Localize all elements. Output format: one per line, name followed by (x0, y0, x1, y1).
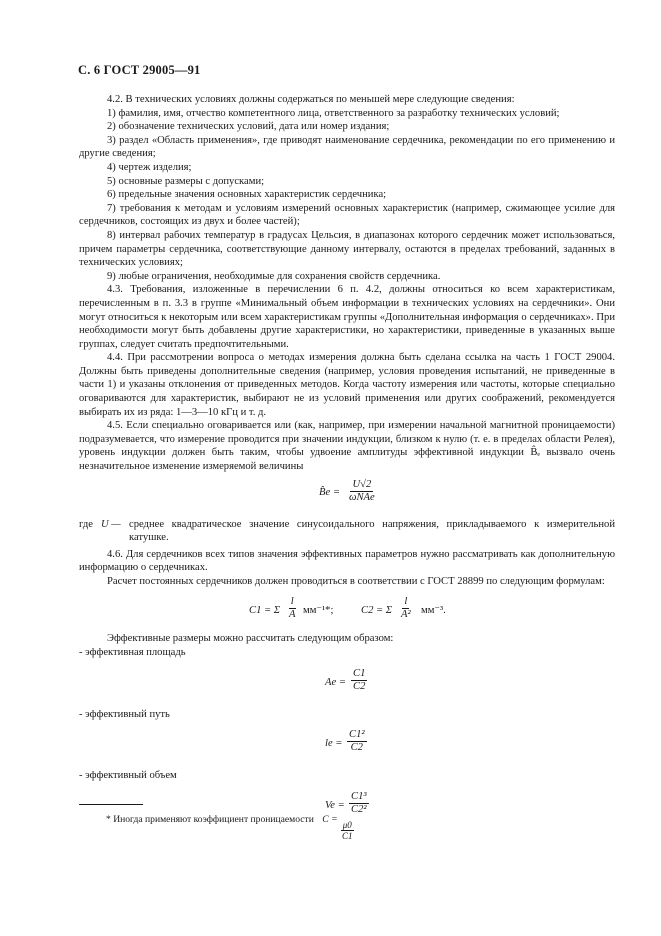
formula-c2-unit: мм⁻³. (421, 605, 446, 617)
formula-le-den: C2 (350, 742, 363, 754)
footnote-text: * Иногда применяют коэффициент проницаемости (106, 814, 314, 825)
effective-intro: Эффективные размеры можно рассчитать следующим образом: (107, 633, 394, 645)
formula-c2-den: A² (401, 609, 411, 621)
formula-c1-num: l (290, 596, 294, 608)
formula-ae-lhs: Ae = (325, 676, 346, 688)
list-item: 7) требования к методам и условиям измерений основных характеристик (например, сжимающее усилие для сердечников, состоящих из двух и более частей); (79, 202, 615, 228)
paragraph-4-4: 4.4. При рассмотрении вопроса о методах измерения должна быть сделана ссылка на часть 1 ГОСТ 29004. Должны быть приведены дополнительные сведения (например, условия проведения испытаний, не приведенные в части 1) и указаны отклонения от приведенных методов. Когда частоту измерения или частоты, которые специально оговариваются для характеристик, выбирают не из условий применения или других соображений, рекомендуется выбирать их из ряда: 1—3—10 кГц и т. д. (79, 352, 615, 418)
formula-be-den: ωNAe (349, 491, 375, 503)
formula-be-num: U√2 (352, 478, 372, 490)
formula-c1-c2 (79, 590, 615, 630)
list-item: 9) любые ограничения, необходимые для сохранения свойств сердечника. (107, 270, 441, 282)
formula-be (79, 476, 615, 516)
paragraph-4-2: 4.2. В технических условиях должны содержаться по меньшей мере следующие сведения: (107, 94, 515, 105)
paragraph-4-5: 4.5. Если специально оговаривается или (как, например, при измерении начальной магнитной проницаемости) подразумевается, что измерение проводится при значении индукции, близком к нулю (т. е. в пределах области Релея), уровень индукции должен быть таким, чтобы удвоение амплитуды эффективной индукции B̂ₑ вызвало очень незначительное изменение измеряемой величины (79, 420, 615, 473)
formula-c1-lhs: C1 = Σ (249, 605, 281, 617)
formula-c2-lhs: C2 = Σ (361, 605, 393, 617)
formula-ae-fraction (351, 668, 367, 693)
list-item: 8) интервал рабочих температур в градусах Цельсия, в диапазонах которого сердечник может использоваться, причем параметры сердечника, соответствующие данному интервалу, остаются в пределах требований, заданных в технических условиях; (79, 229, 615, 269)
formula-le-num: C1² (349, 729, 365, 741)
formula-ae (79, 662, 615, 706)
formula-le-fraction (347, 729, 367, 754)
footnote-formula-num: μ0 (342, 820, 352, 830)
formula-le-lhs: le = (325, 738, 343, 750)
effective-path-label: - эффективный путь (79, 708, 170, 720)
formula-ae-den: C2 (353, 680, 366, 692)
page-header: С. 6 ГОСТ 29005—91 (78, 63, 201, 77)
formula-ve-num: C1³ (351, 790, 367, 802)
formula-ae-num: C1 (353, 667, 366, 679)
footnote-rule (79, 804, 143, 805)
list-item: 5) основные размеры с допусками; (107, 175, 265, 187)
formula-c1-unit: мм⁻¹*; (303, 605, 334, 617)
formula-ve-den: C2² (351, 803, 367, 815)
list-item: 4) чертеж изделия; (107, 161, 192, 173)
formula-c2-num: l (404, 596, 408, 608)
formula-le (79, 723, 615, 767)
formula-ve-lhs: Ve = (325, 799, 345, 811)
footnote (106, 813, 354, 841)
document-body (79, 93, 615, 831)
footnote-formula-fraction (340, 820, 355, 841)
formula-c2-fraction (399, 596, 413, 621)
formula-be-lhs: B̂e = (319, 486, 340, 498)
formula-c1-fraction (287, 596, 297, 621)
list-item: 2) обозначение технических условий, дата или номер издания; (107, 121, 390, 133)
paragraph-4-3: 4.3. Требования, изложенные в перечислении 6 п. 4.2, должны относиться ко всем характеристикам, перечисленным в п. 3.3 в группе «Минимальный объем информации в технических условиях на сердечники». Они могут относиться к некоторым или всем характеристикам группы «Дополнительная информация о сердечниках». При необходимости могут быть добавлены другие характеристики, но характеристики, приведенные в указанных выше группах, следует считать предпочтительными. (79, 284, 615, 350)
formula-c1-den: A (289, 609, 296, 621)
where-word: где (79, 518, 93, 530)
effective-area-label: - эффективная площадь (79, 647, 186, 658)
list-item: 3) раздел «Область применения», где приводят наименование сердечника, рекомендации по его применению и другие сведения; (79, 134, 615, 160)
formula-be-fraction (347, 479, 377, 504)
list-item: 6) предельные значения основных характеристик сердечника; (107, 189, 387, 201)
footnote-formula-den: C1 (341, 831, 353, 841)
paragraph-4-6-calc: Расчет постоянных сердечников должен проводиться в соответствии с ГОСТ 28899 по следующим формулам: (107, 575, 605, 587)
footnote-formula-lhs: C = (322, 814, 338, 825)
where-text: среднее квадратическое значение синусоидального напряжения, прикладываемого к измерительной катушке. (129, 518, 615, 544)
list-item: 1) фамилия, имя, отчество компетентного лица, ответственного за разработку технических условий; (107, 107, 560, 119)
effective-volume-label: - эффективный объем (79, 770, 177, 782)
where-clause (79, 518, 615, 548)
paragraph-4-6: 4.6. Для сердечников всех типов значения эффективных параметров нужно рассматривать как дополнительную информацию о сердечниках. (79, 548, 615, 574)
where-symbol: U — (101, 518, 121, 530)
